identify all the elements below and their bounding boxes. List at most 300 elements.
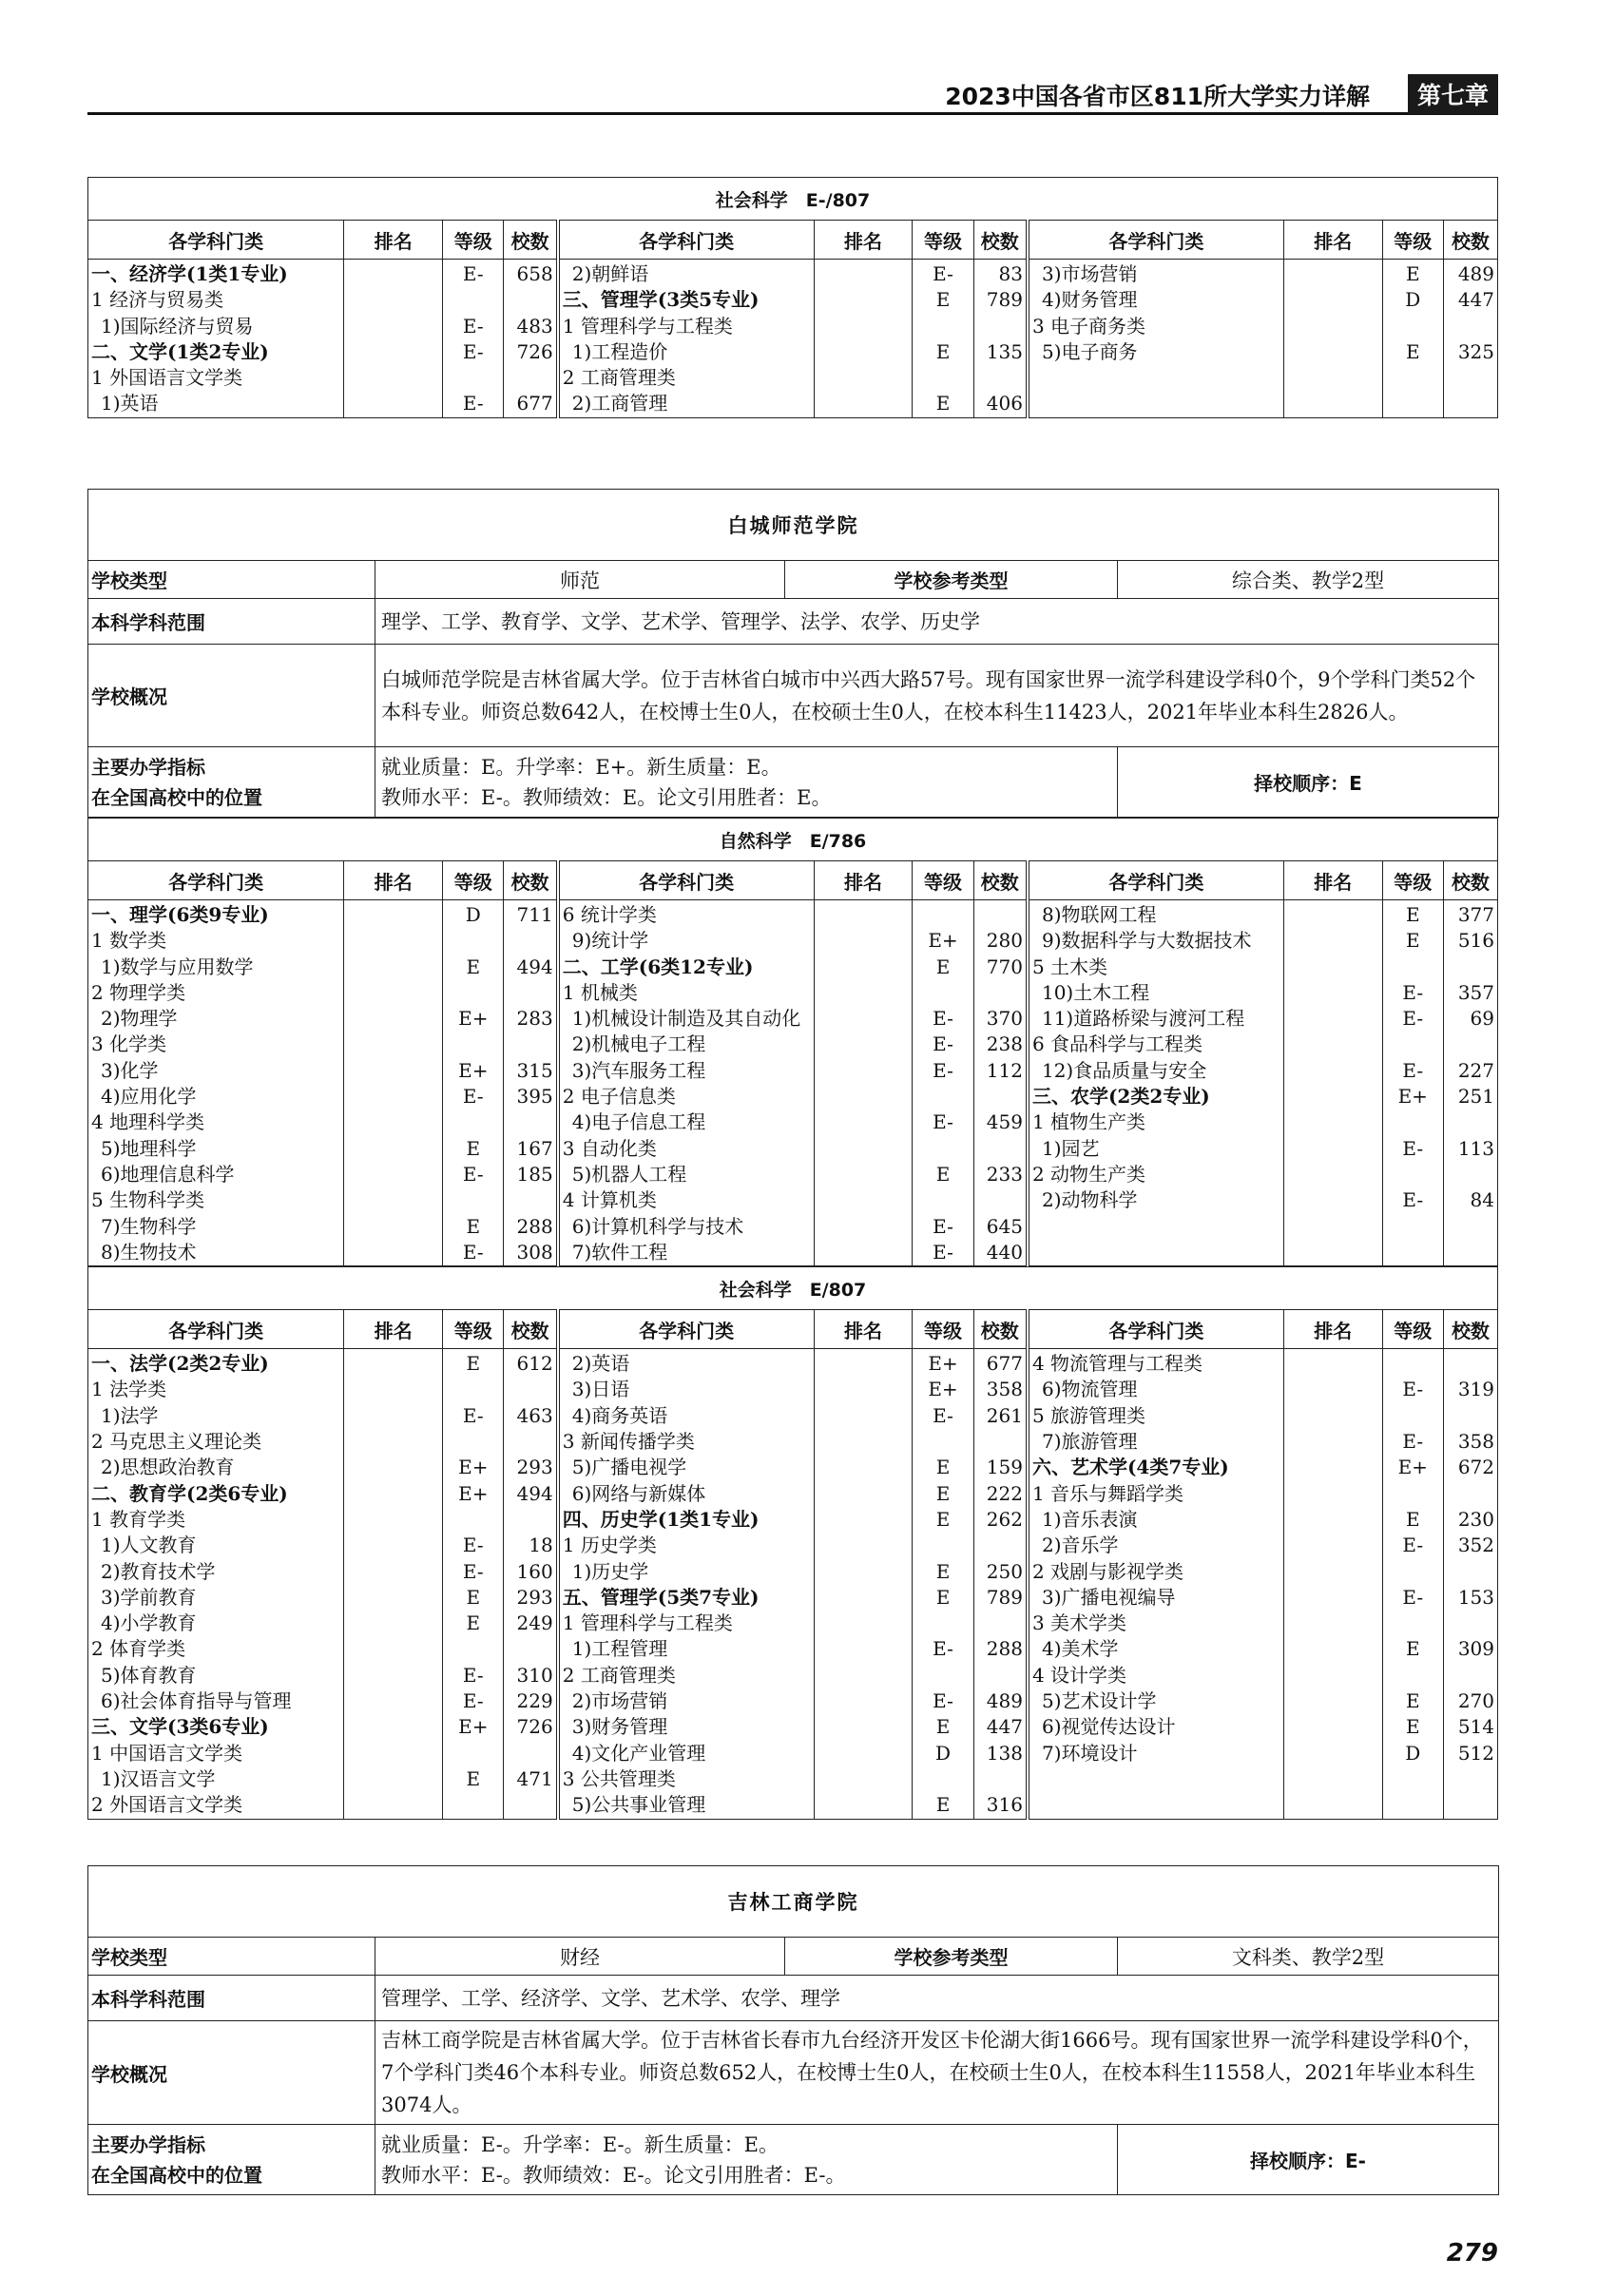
count-value xyxy=(507,1741,552,1766)
count-header: 校数 xyxy=(1443,1310,1497,1349)
subject-name: 2)教育技术学 xyxy=(91,1559,216,1583)
count-value xyxy=(977,1611,1023,1636)
grade-value xyxy=(915,365,970,391)
rank-value xyxy=(818,1240,910,1265)
count-value: 316 xyxy=(986,1793,1023,1817)
grade-value: E+ xyxy=(1397,1085,1428,1109)
subject-name: 6)计算机科学与技术 xyxy=(562,1214,744,1238)
count-column xyxy=(973,900,1028,1266)
grade-header: 等级 xyxy=(913,221,973,260)
count-value: 283 xyxy=(516,1007,553,1031)
indicators-line2: 教师水平：E-。教师绩效：E。论文引用胜者：E。 xyxy=(381,785,832,809)
grade-value: E+ xyxy=(458,1058,489,1082)
count-column xyxy=(1443,1349,1497,1819)
grade-value xyxy=(1386,314,1440,339)
rank-value xyxy=(818,314,910,339)
count-value xyxy=(1447,1162,1494,1187)
count-value xyxy=(1447,1559,1494,1585)
subject-table xyxy=(87,177,1498,418)
rank-value xyxy=(1287,1084,1379,1109)
subject-name: 3)广播电视编导 xyxy=(1031,1585,1176,1609)
count-value: 280 xyxy=(986,929,1023,953)
grade-value: E+ xyxy=(928,929,958,953)
grade-header: 等级 xyxy=(443,861,504,900)
label-scope: 本科学科范围 xyxy=(88,1976,375,2021)
grade-value xyxy=(915,314,970,339)
grade-header: 等级 xyxy=(913,861,973,900)
subject-name: 5)体育教育 xyxy=(91,1663,197,1687)
grade-value: E xyxy=(935,1162,951,1186)
rank-value xyxy=(347,1032,439,1057)
count-value xyxy=(1447,314,1494,339)
rank-value xyxy=(818,1403,910,1429)
grade-value xyxy=(446,1032,500,1057)
rank-value xyxy=(1287,1136,1379,1162)
rank-value xyxy=(1287,1533,1379,1558)
rank-value xyxy=(1287,1429,1379,1455)
rank-header: 排名 xyxy=(344,221,443,260)
rank-value xyxy=(818,365,910,391)
grade-value: E+ xyxy=(458,1007,489,1031)
rank-value xyxy=(347,1377,439,1402)
subject-name: 2)英语 xyxy=(562,1352,630,1376)
grade-value xyxy=(915,1766,970,1792)
grade-value: E- xyxy=(462,1534,484,1557)
grade-value: E xyxy=(1405,1689,1420,1713)
grade-header: 等级 xyxy=(1382,221,1443,260)
subject-name: 1 管理科学与工程类 xyxy=(562,314,733,338)
grade-value: E xyxy=(466,1352,481,1376)
subject-name: 1)汉语言文学 xyxy=(91,1766,216,1790)
subject-name: 4 计算机类 xyxy=(562,1188,657,1212)
grade-value: E xyxy=(1405,1637,1420,1661)
subject-name: 4 设计学类 xyxy=(1031,1663,1127,1687)
grade-value xyxy=(915,1663,970,1688)
label-ref-type: 学校参考类型 xyxy=(785,561,1118,599)
count-value: 512 xyxy=(1457,1741,1494,1765)
count-value xyxy=(977,314,1023,339)
grade-value xyxy=(446,1109,500,1135)
rank-value xyxy=(1287,1611,1379,1636)
subject-name-column xyxy=(1028,1349,1283,1819)
grade-value xyxy=(915,980,970,1006)
subject-table xyxy=(87,818,1498,1266)
grade-value xyxy=(446,287,500,313)
grade-value: E- xyxy=(1402,1534,1424,1557)
count-value xyxy=(507,287,552,313)
grade-value: D xyxy=(1405,288,1421,312)
count-value: 288 xyxy=(986,1637,1023,1661)
grade-value: E+ xyxy=(1397,1456,1428,1479)
subject-name: 1 中国语言文学类 xyxy=(91,1741,243,1765)
rank-header: 排名 xyxy=(1283,1310,1382,1349)
count-value: 83 xyxy=(998,262,1023,285)
column-header-row xyxy=(88,1310,1498,1349)
subject-name: 4)小学教育 xyxy=(91,1611,197,1635)
count-value xyxy=(1447,1403,1494,1429)
count-column xyxy=(1443,900,1497,1266)
count-value xyxy=(977,902,1023,928)
school-info-table xyxy=(87,1865,1499,2195)
grade-header: 等级 xyxy=(913,1310,973,1349)
subject-name-column xyxy=(558,900,814,1266)
count-value: 238 xyxy=(986,1032,1023,1056)
rank-value xyxy=(818,1636,910,1662)
scope: 理学、工学、教育学、文学、艺术学、管理学、法学、农学、历史学 xyxy=(375,599,1499,645)
indicators xyxy=(375,747,1118,818)
subject-name: 1 历史学类 xyxy=(562,1534,657,1557)
grade-value xyxy=(446,1636,500,1662)
subject-header: 各学科门类 xyxy=(88,1310,344,1349)
rank-value xyxy=(1287,1162,1379,1187)
count-value: 645 xyxy=(986,1214,1023,1238)
count-value: 494 xyxy=(516,1481,553,1505)
count-value: 395 xyxy=(516,1085,553,1109)
rank-value xyxy=(1287,287,1379,313)
indicators-line2: 教师水平：E-。教师绩效：E-。论文引用胜者：E-。 xyxy=(381,2163,846,2187)
count-value: 227 xyxy=(1457,1058,1494,1082)
subject-name: 2 外国语言文学类 xyxy=(91,1793,243,1817)
subject-name: 9)统计学 xyxy=(562,929,649,953)
subject-name-column xyxy=(88,260,344,418)
subject-name: 5)机器人工程 xyxy=(562,1162,687,1186)
subject-name: 7)环境设计 xyxy=(1031,1741,1138,1765)
rank-value xyxy=(818,1714,910,1740)
count-value xyxy=(1447,1481,1494,1507)
subject-name: 2 体育学类 xyxy=(91,1637,186,1661)
rank-value xyxy=(1287,1636,1379,1662)
rank-value xyxy=(347,955,439,980)
rank-value xyxy=(818,1084,910,1109)
rank-value xyxy=(347,1533,439,1558)
rank-value xyxy=(818,1377,910,1402)
column-header-row xyxy=(88,221,1498,260)
label-indicators-line1: 主要办学指标 xyxy=(91,755,205,779)
rank-value xyxy=(347,391,439,416)
rank-value xyxy=(1287,1741,1379,1766)
count-value xyxy=(507,1507,552,1533)
count-value: 308 xyxy=(516,1240,553,1264)
count-value: 185 xyxy=(516,1162,553,1186)
grade-value: E- xyxy=(462,392,484,415)
grade-column xyxy=(913,1349,973,1819)
subject-name: 1)法学 xyxy=(91,1403,159,1427)
overview: 白城师范学院是吉林省属大学。位于吉林省白城市中兴西大路57号。现有国家世界一流学科建设学科0个，9个学科门类52个本科专业。师资总数642人，在校博士生0人，在校硕士生0人，在校本科生11423人，2021年毕业本科生2826人。 xyxy=(375,645,1499,747)
indicators-line1: 就业质量：E-。升学率：E-。新生质量：E。 xyxy=(381,2132,779,2156)
grade-value: E- xyxy=(462,262,484,285)
rank-column xyxy=(1283,260,1382,418)
school-jilin-business xyxy=(87,1865,1498,2195)
rank-value xyxy=(1287,1109,1379,1135)
rank-value xyxy=(1287,1481,1379,1507)
grade-value: E xyxy=(1405,929,1420,953)
rank-header: 排名 xyxy=(344,1310,443,1349)
count-value: 251 xyxy=(1457,1085,1494,1109)
subject-name: 4)商务英语 xyxy=(562,1403,668,1427)
count-value: 249 xyxy=(516,1611,553,1635)
rank-value xyxy=(1287,1585,1379,1611)
rank-value xyxy=(347,1741,439,1766)
section-title-row xyxy=(88,819,1498,861)
grade-header: 等级 xyxy=(443,1310,504,1349)
school-info-table xyxy=(87,489,1499,818)
count-value xyxy=(977,1187,1023,1213)
grade-value: E xyxy=(935,392,951,415)
label-scope: 本科学科范围 xyxy=(88,599,375,645)
label-school-type: 学校类型 xyxy=(88,1938,375,1976)
rank-column xyxy=(814,1349,913,1819)
count-value: 112 xyxy=(986,1058,1023,1082)
rank-value xyxy=(818,928,910,954)
count-value xyxy=(977,1136,1023,1162)
count-value: 315 xyxy=(516,1058,553,1082)
rank-value xyxy=(347,980,439,1006)
grade-value: E- xyxy=(1402,980,1424,1004)
count-value: 672 xyxy=(1457,1456,1494,1479)
ref-type: 综合类、教学2型 xyxy=(1118,561,1499,599)
count-value xyxy=(507,1636,552,1662)
count-value: 789 xyxy=(986,1585,1023,1609)
rank-value xyxy=(347,928,439,954)
subject-name: 2)朝鲜语 xyxy=(562,262,649,285)
rank-value xyxy=(1287,955,1379,980)
subject-name: 5)地理科学 xyxy=(91,1136,197,1160)
subject-name: 一、经济学(1类1专业) xyxy=(91,262,288,285)
subject-header: 各学科门类 xyxy=(558,861,814,900)
count-value xyxy=(977,1663,1023,1688)
grade-value xyxy=(915,1084,970,1109)
grade-value: E+ xyxy=(458,1715,489,1739)
count-value: 471 xyxy=(516,1766,553,1790)
grade-value: E- xyxy=(462,339,484,363)
subject-name: 3 美术学类 xyxy=(1031,1611,1127,1635)
label-indicators-line2: 在全国高校中的位置 xyxy=(91,785,262,809)
rank-value xyxy=(818,1559,910,1585)
grade-value: E- xyxy=(1402,1136,1424,1160)
count-value: 677 xyxy=(516,392,553,415)
count-value: 370 xyxy=(986,1007,1023,1031)
label-overview: 学校概况 xyxy=(88,2021,375,2125)
grade-value xyxy=(1386,1162,1440,1187)
subject-table xyxy=(87,1266,1498,1819)
rank-value xyxy=(818,1611,910,1636)
subject-name: 1 机械类 xyxy=(562,980,638,1004)
top-section-block xyxy=(87,177,1498,418)
subject-name: 4 地理科学类 xyxy=(91,1110,205,1134)
subject-name: 1)历史学 xyxy=(562,1559,649,1583)
rank-value xyxy=(347,287,439,313)
grade-value: E- xyxy=(1402,1188,1424,1212)
subject-header: 各学科门类 xyxy=(1028,221,1283,260)
subject-name: 7)生物科学 xyxy=(91,1214,197,1238)
subject-name: 3 电子商务类 xyxy=(1031,314,1146,338)
rank-column xyxy=(1283,900,1382,1266)
count-value xyxy=(977,365,1023,391)
school-name: 白城师范学院 xyxy=(88,490,1499,561)
count-value: 440 xyxy=(986,1240,1023,1264)
count-value xyxy=(977,1429,1023,1455)
count-value: 325 xyxy=(1457,339,1494,363)
grade-value xyxy=(446,365,500,391)
grade-value: E xyxy=(1405,1715,1420,1739)
subject-name: 4)文化产业管理 xyxy=(562,1741,706,1765)
grade-value: E xyxy=(935,288,951,312)
rank-column xyxy=(344,1349,443,1819)
rank-value xyxy=(818,1351,910,1377)
section-title: 社会科学 E-/807 xyxy=(88,178,1498,221)
grade-value xyxy=(1386,1663,1440,1688)
count-header: 校数 xyxy=(504,221,558,260)
count-value: 270 xyxy=(1457,1689,1494,1713)
count-value: 309 xyxy=(1457,1637,1494,1661)
rank-value xyxy=(818,980,910,1006)
count-value: 250 xyxy=(986,1559,1023,1583)
subject-name: 5)艺术设计学 xyxy=(1031,1689,1157,1713)
count-value: 18 xyxy=(529,1534,553,1557)
rank-value xyxy=(1287,261,1379,287)
subject-name-column xyxy=(88,1349,344,1819)
rank-header: 排名 xyxy=(1283,861,1382,900)
subject-name: 1 数学类 xyxy=(91,929,167,953)
count-value: 711 xyxy=(516,903,553,926)
subject-name: 三、农学(2类2专业) xyxy=(1031,1085,1210,1109)
rank-value xyxy=(818,1533,910,1558)
rank-value xyxy=(818,1162,910,1187)
rank-value xyxy=(347,1636,439,1662)
grade-value xyxy=(446,980,500,1006)
subject-header: 各学科门类 xyxy=(88,861,344,900)
rank-value xyxy=(1287,1032,1379,1057)
subject-name: 5)公共事业管理 xyxy=(562,1793,706,1817)
subject-name: 3 自动化类 xyxy=(562,1136,657,1160)
subject-name: 1)园艺 xyxy=(1031,1136,1100,1160)
count-value: 677 xyxy=(986,1352,1023,1376)
grade-value xyxy=(1386,1403,1440,1429)
rank-column xyxy=(344,260,443,418)
rank-value xyxy=(347,365,439,391)
subject-name: 1)英语 xyxy=(91,392,159,415)
rank-header: 排名 xyxy=(344,861,443,900)
subject-name: 6)网络与新媒体 xyxy=(562,1481,706,1505)
subject-name: 9)数据科学与大数据技术 xyxy=(1031,929,1252,953)
rank-value xyxy=(818,261,910,287)
subject-name: 1)数学与应用数学 xyxy=(91,955,254,978)
count-value: 135 xyxy=(986,339,1023,363)
rank-value xyxy=(818,1136,910,1162)
grade-value xyxy=(446,1507,500,1533)
grade-column xyxy=(443,1349,504,1819)
grade-value: E- xyxy=(933,1214,953,1238)
count-value: 612 xyxy=(516,1352,553,1376)
count-header: 校数 xyxy=(973,1310,1028,1349)
grade-column xyxy=(1382,1349,1443,1819)
rank-value xyxy=(1287,1507,1379,1533)
grade-value: E- xyxy=(1402,1585,1424,1609)
grade-value xyxy=(1386,1109,1440,1135)
grade-value: E- xyxy=(462,1663,484,1687)
rank-value xyxy=(1287,314,1379,339)
rank-value xyxy=(818,1741,910,1766)
count-value: 153 xyxy=(1457,1585,1494,1609)
label-overview: 学校概况 xyxy=(88,645,375,747)
subject-name: 5)电子商务 xyxy=(1031,339,1138,363)
count-value: 377 xyxy=(1457,903,1494,926)
subject-name: 1)音乐表演 xyxy=(1031,1507,1138,1531)
subject-name: 二、文学(1类2专业) xyxy=(91,339,269,363)
subject-name: 3)日语 xyxy=(562,1378,630,1401)
count-value: 494 xyxy=(516,955,553,978)
grade-header: 等级 xyxy=(1382,1310,1443,1349)
rank-column xyxy=(814,260,913,418)
count-value: 233 xyxy=(986,1162,1023,1186)
grade-value: E- xyxy=(462,1403,484,1427)
subject-name: 1 经济与贸易类 xyxy=(91,288,224,312)
rank-value xyxy=(818,391,910,416)
section-title: 自然科学 E/786 xyxy=(88,819,1498,861)
grade-value: E- xyxy=(933,1689,953,1713)
grade-value xyxy=(1386,1559,1440,1585)
count-value xyxy=(977,1084,1023,1109)
grade-value: E+ xyxy=(928,1352,958,1376)
subject-name: 3)化学 xyxy=(91,1058,159,1082)
rank-value xyxy=(818,1688,910,1714)
subject-name: 11)道路桥梁与渡河工程 xyxy=(1031,1007,1245,1031)
subject-name: 1 外国语言文学类 xyxy=(91,366,243,390)
subject-name: 1)人文教育 xyxy=(91,1534,197,1557)
indicators-line1: 就业质量：E。升学率：E+。新生质量：E。 xyxy=(381,755,781,779)
count-value: 789 xyxy=(986,288,1023,312)
grade-value: E- xyxy=(1402,1058,1424,1082)
grade-value: E- xyxy=(462,1689,484,1713)
count-value: 514 xyxy=(1457,1715,1494,1739)
subject-name-column xyxy=(88,900,344,1266)
rank-value xyxy=(1287,1663,1379,1688)
rank-column xyxy=(1283,1349,1382,1819)
page-number: 279 xyxy=(1446,2239,1498,2267)
page-header xyxy=(87,74,1498,115)
count-value: 463 xyxy=(516,1403,553,1427)
grade-value xyxy=(1386,1032,1440,1057)
rank-header: 排名 xyxy=(814,861,913,900)
subject-name: 3)汽车服务工程 xyxy=(562,1058,706,1082)
rank-value xyxy=(818,902,910,928)
count-value: 726 xyxy=(516,1715,553,1739)
rank-value xyxy=(347,1611,439,1636)
count-value xyxy=(1447,1109,1494,1135)
count-value: 230 xyxy=(1457,1507,1494,1531)
grade-value xyxy=(446,1429,500,1455)
grade-value: E- xyxy=(462,314,484,338)
subject-name: 1 法学类 xyxy=(91,1378,167,1401)
rank-value xyxy=(347,1766,439,1792)
grade-value: E xyxy=(1405,903,1420,926)
grade-column xyxy=(913,260,973,418)
grade-value: E xyxy=(935,339,951,363)
subject-name: 1 教育学类 xyxy=(91,1507,186,1531)
grade-value xyxy=(446,1741,500,1766)
grade-value: E- xyxy=(1402,1430,1424,1454)
section-title-row xyxy=(88,1267,1498,1310)
subject-name: 2)物理学 xyxy=(91,1007,178,1031)
grade-value: E- xyxy=(933,1110,953,1134)
count-header: 校数 xyxy=(973,861,1028,900)
count-column xyxy=(504,900,558,1266)
subject-name: 2 电子信息类 xyxy=(562,1085,676,1109)
grade-value: E+ xyxy=(928,1378,958,1401)
grade-value: E xyxy=(1405,339,1420,363)
rank-value xyxy=(347,1058,439,1084)
rank-value xyxy=(818,1792,910,1818)
